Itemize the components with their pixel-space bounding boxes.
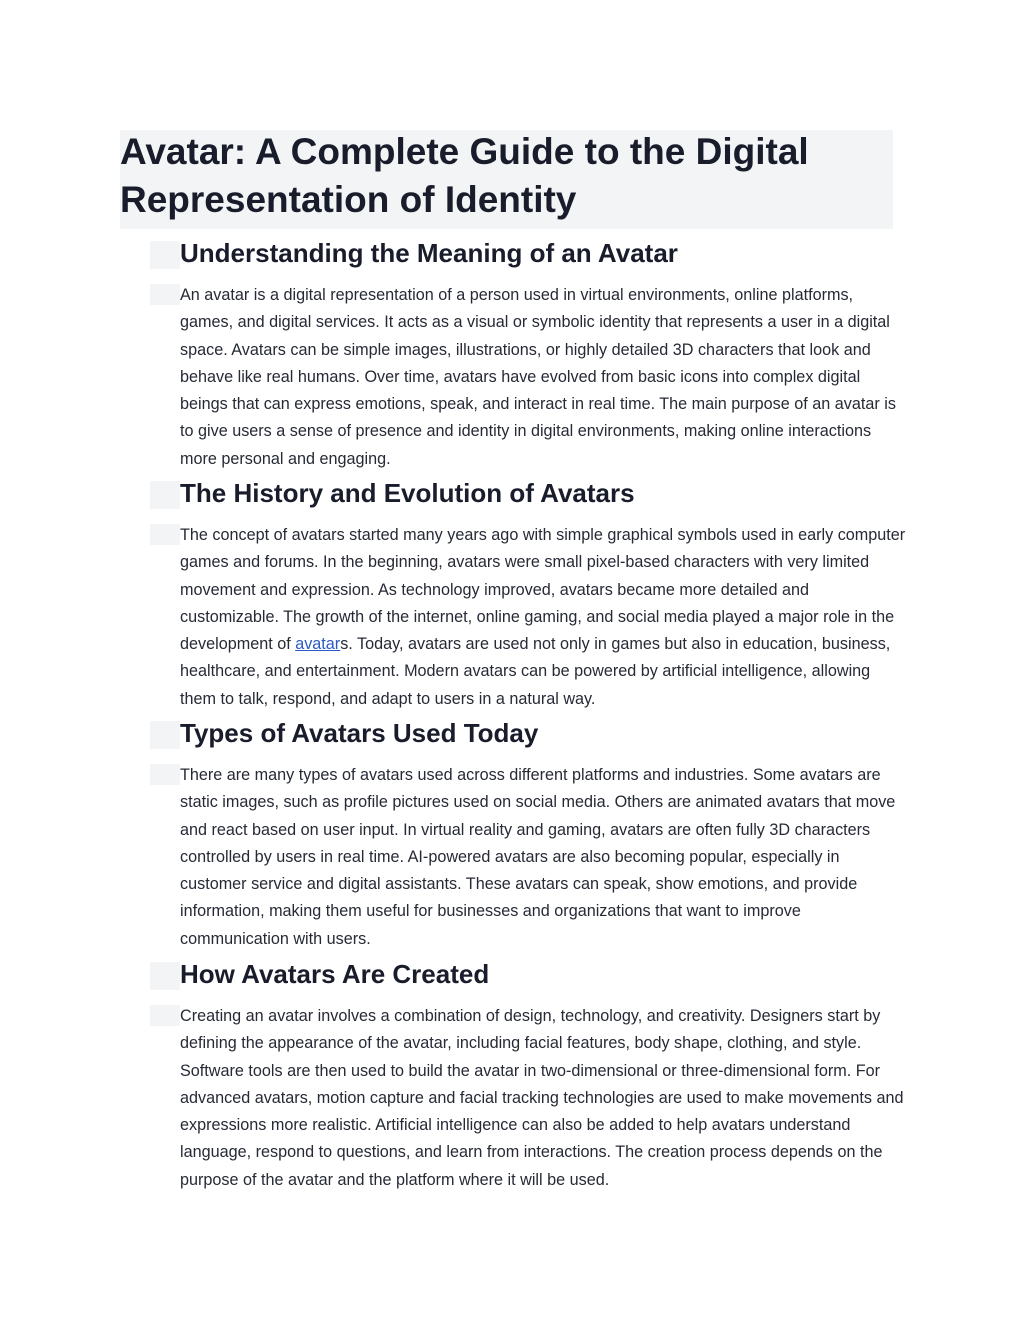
section-paragraph: An avatar is a digital representation of a person used in virtual environments, online platforms, games, and digital services. It acts as a visual or symbolic identity that represents a user in a digital space. Avatars can be simple images, illustrations, or highly detailed 3D characters that look and behave like real humans. Over time, avatars have evolved from basic icons into complex digital beings that can express emotions, speak, and interact in real time. The main purpose of an avatar is to give users a sense of presence and identity in digital environments, making online interactions more personal and engaging. [180, 286, 896, 468]
section-heading: Understanding the Meaning of an Avatar [180, 238, 678, 268]
section-creation [150, 957, 910, 1194]
paragraph-row [150, 1003, 910, 1194]
heading-row [150, 716, 910, 754]
heading-row [150, 236, 910, 274]
section-paragraph [180, 522, 910, 713]
paragraph-marker [150, 764, 180, 785]
section-history [150, 476, 910, 713]
section-heading: Types of Avatars Used Today [180, 718, 539, 748]
paragraph-row [150, 762, 910, 953]
heading-marker [150, 962, 180, 990]
paragraph-row [150, 522, 910, 713]
section-heading: The History and Evolution of Avatars [180, 478, 635, 508]
page-title: Avatar: A Complete Guide to the Digital Representation of Identity [120, 131, 809, 220]
avatar-link[interactable]: avatar [295, 635, 341, 654]
paragraph-marker [150, 284, 180, 305]
section-types [150, 716, 910, 953]
heading-marker [150, 481, 180, 509]
paragraph-text-before-link: The concept of avatars started many years ago with simple graphical symbols used in early computer games and forums. In the beginning, avatars were small pixel-based characters with very limited movement and expression. As technology improved, avatars became more detailed and customizable. The growth of the internet, online gaming, and social media played a major role in the development of [180, 526, 906, 654]
section-paragraph: There are many types of avatars used across different platforms and industries. Some avatars are static images, such as profile pictures used on social media. Others are animated avatars that move and react based on user input. In virtual reality and gaming, avatars are often fully 3D characters controlled by users in real time. AI-powered avatars are also becoming popular, especially in customer service and digital assistants. These avatars can speak, show emotions, and provide information, making them useful for businesses and organizations that want to improve communication with users. [180, 766, 896, 948]
heading-marker [150, 241, 180, 269]
section-heading: How Avatars Are Created [180, 959, 490, 989]
heading-row [150, 957, 910, 995]
paragraph-row [150, 282, 910, 473]
heading-marker [150, 721, 180, 749]
heading-row [150, 476, 910, 514]
paragraph-text-after-link: s. Today, avatars are used not only in games but also in education, business, healthcare, and entertainment. Modern avatars can be powered by artificial intelligence, allowing them to talk, respond, and adapt to users in a natural way. [180, 635, 891, 708]
section-meaning [150, 236, 910, 473]
section-paragraph: Creating an avatar involves a combination of design, technology, and creativity. Designers start by defining the appearance of the avatar, including facial features, body shape, clothing, and style. Software tools are then used to build the avatar in two-dimensional or three-dimensional form. For advanced avatars, motion capture and facial tracking technologies are used to make movements and expressions more realistic. Artificial intelligence can also be added to help avatars understand language, respond to questions, and learn from interactions. The creation process depends on the purpose of the avatar and the platform where it will be used. [180, 1007, 904, 1189]
paragraph-marker [150, 524, 180, 545]
paragraph-marker [150, 1005, 180, 1026]
